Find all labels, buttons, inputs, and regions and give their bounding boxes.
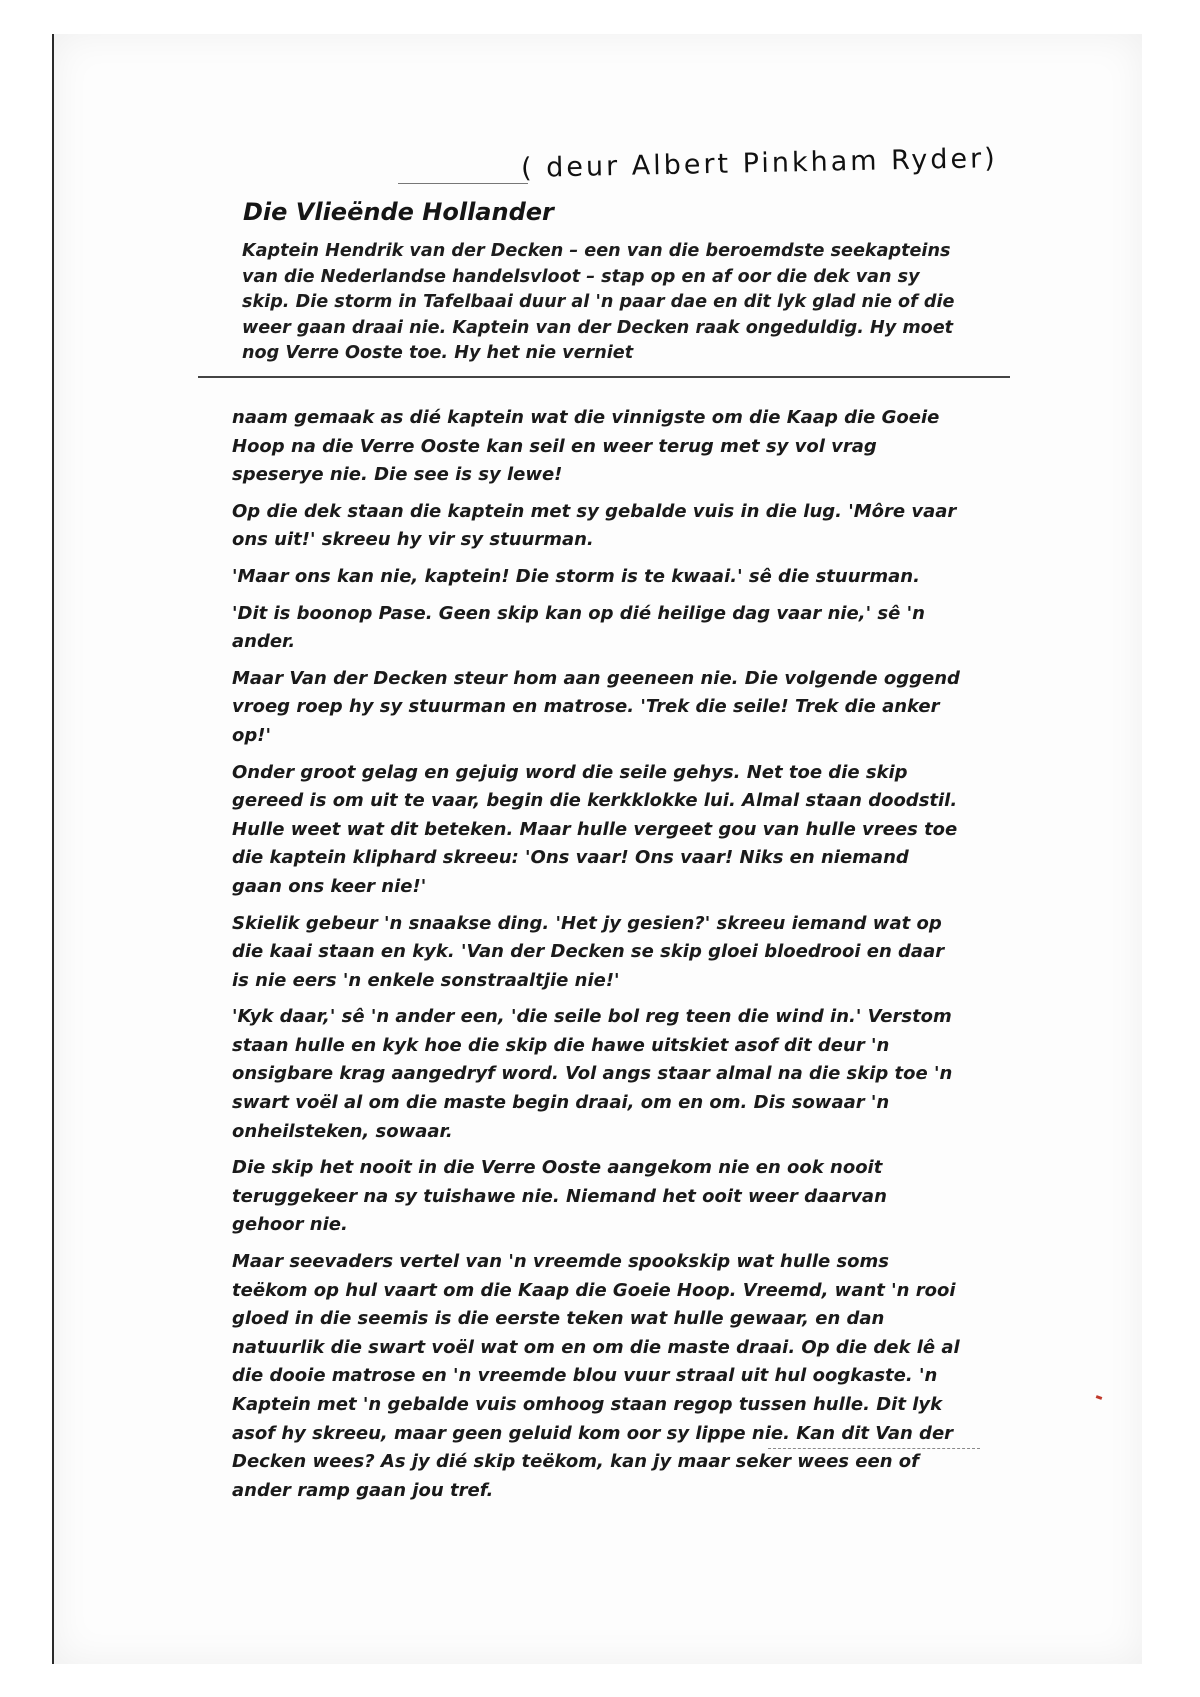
author-attribution: ( deur Albert Pinkham Ryder) [520,143,999,184]
intro-paragraph: Kaptein Hendrik van der Decken – een van die beroemdste seekapteins van die Nederlandse handelsvloot – stap op en af oor die dek van sy skip. Die storm in Tafelbaai duur al 'n paar dae en dit lyk glad nie of die weer gaan draai nie. Kaptein van der Decken raak ongeduldig. Hy moet nog Verre Ooste toe. Hy het nie verniet [242,241,955,363]
attribution-underline [398,183,528,184]
page-end-dashes [768,1448,980,1449]
paragraph: 'Kyk daar,' sê 'n ander een, 'die seile bol reg teen die wind in.' Verstom staan hulle en kyk hoe die skip die hawe uitskiet asof dit deur 'n onsigbare krag aangedryf word. Vol angs staar almal na die skip toe 'n swart voël al om die maste begin draai, om en om. Dis sowaar 'n onheilsteken, sowaar. [232,1006,953,1142]
paragraph: 'Dit is boonop Pase. Geen skip kan op dié heilige dag vaar nie,' sê 'n ander. [232,602,925,653]
paragraph: Maar Van der Decken steur hom aan geeneen nie. Die volgende oggend vroeg roep hy sy stuurman en matrose. 'Trek die seile! Trek die anker op!' [232,667,960,746]
paragraph: 'Maar ons kan nie, kaptein! Die storm is te kwaai.' sê die stuurman. [232,565,920,587]
story-title: Die Vlieënde Hollander [243,198,554,226]
section-divider [198,376,1010,378]
paragraph: Maar seevaders vertel van 'n vreemde spookskip wat hulle soms teëkom op hul vaart om die Kaap die Goeie Hoop. Vreemd, want 'n rooi gloed in die seemis is die eerste teken wat hulle gewaar, en dan natuurlik die swart voël wat om en om die maste draai. Op die dek lê al die dooie matrose en 'n vreemde blou vuur straal uit hul oogkaste. 'n Kaptein met 'n gebalde vuis omhoog staan regop tussen hulle. Dit lyk asof hy skreeu, maar geen geluid kom oor sy lippe nie. Kan dit Van der Decken wees? As jy dié skip teëkom, kan jy maar seker wees een of ander ramp gaan jou tref. [232,1251,960,1501]
paragraph: Op die dek staan die kaptein met sy gebalde vuis in die lug. 'Môre vaar ons uit!' skreeu hy vir sy stuurman. [232,500,957,551]
paragraph: Die skip het nooit in die Verre Ooste aangekom nie en ook nooit teruggekeer na sy tuishawe nie. Niemand het ooit weer daarvan gehoor nie. [232,1157,887,1236]
paragraph: Onder groot gelag en gejuig word die seile gehys. Net toe die skip gereed is om uit te vaar, begin die kerkklokke lui. Almal staan doodstil. Hulle weet wat dit beteken. Maar hulle vergeet gou van hulle vrees toe die kaptein kliphard skreeu: 'Ons vaar! Ons vaar! Niks en niemand gaan ons keer nie!' [232,761,958,897]
paragraph: Skielik gebeur 'n snaakse ding. 'Het jy gesien?' skreeu iemand wat op die kaai staan en kyk. 'Van der Decken se skip gloei bloedrooi en daar is nie eers 'n enkele sonstraaltjie nie!' [232,912,945,991]
paragraph: naam gemaak as dié kaptein wat die vinnigste om die Kaap die Goeie Hoop na die Verre Ooste kan seil en weer terug met sy vol vrag speserye nie. Die see is sy lewe! [232,407,940,486]
story-body [232,404,962,1513]
